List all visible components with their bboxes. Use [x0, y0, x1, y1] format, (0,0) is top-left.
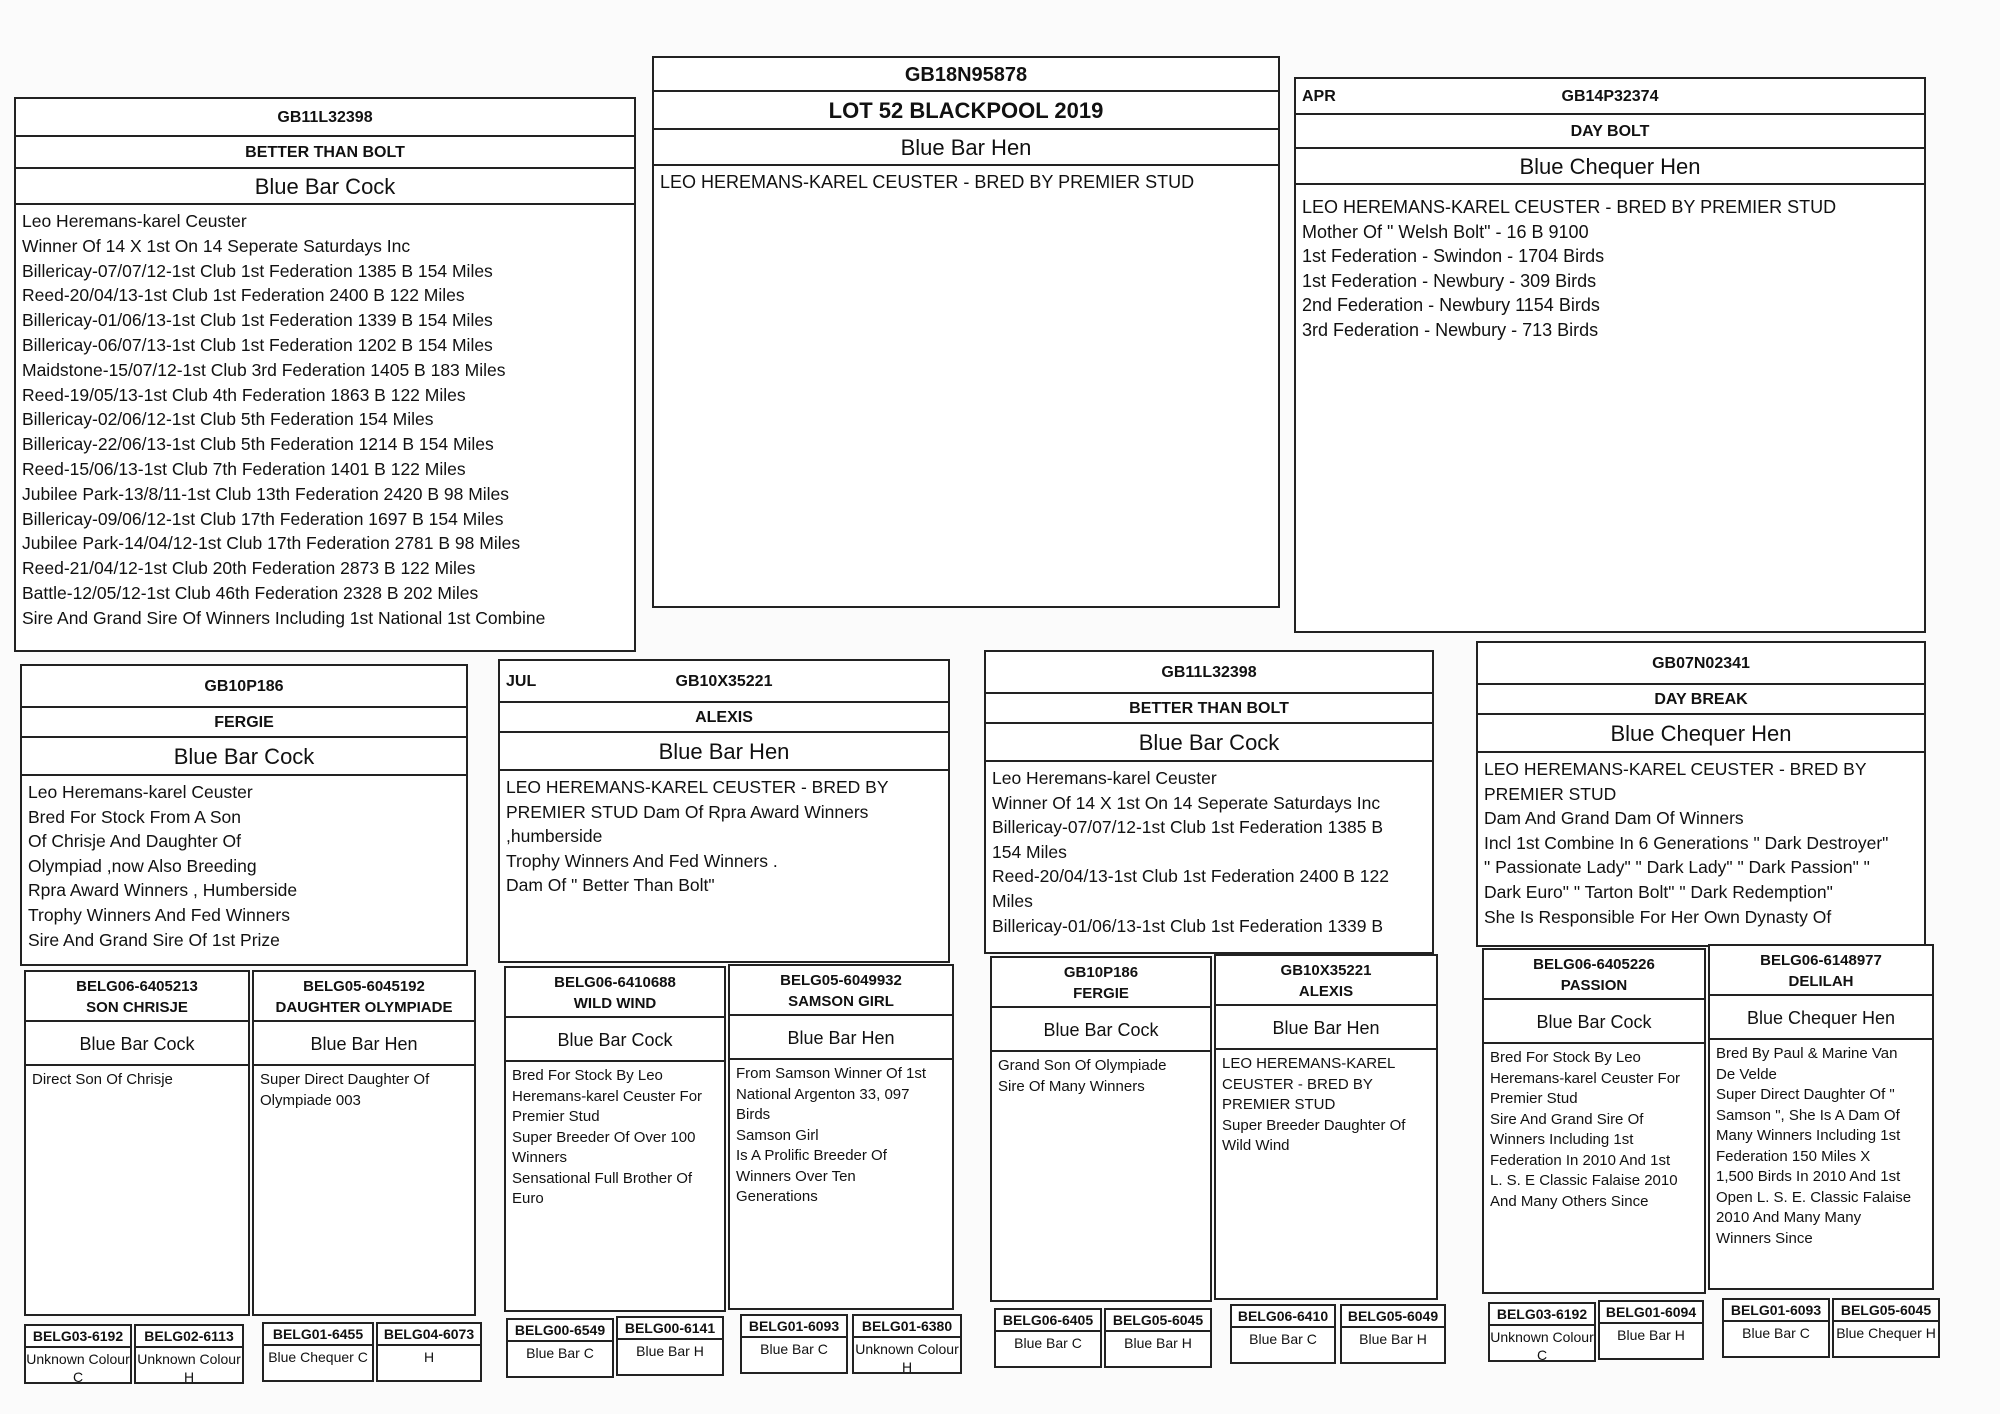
g4-box-8 [852, 1314, 962, 1374]
g4-3-ring: BELG01-6455 [264, 1324, 372, 1346]
dam-ring-number: GB14P32374 [1561, 88, 1659, 105]
ggp-card-8 [1708, 944, 1934, 1290]
gp1-note-line: Olympiad ,now Also Breeding [28, 855, 257, 876]
ggp7-note-line: And Many Others Since [1490, 1192, 1649, 1210]
g4-box-2 [134, 1324, 244, 1384]
ggp1-ring: BELG06-6405213 [76, 978, 198, 995]
grandparent-card-3 [984, 650, 1434, 954]
ggp8-notes [1710, 1040, 1932, 1253]
gp4-note-line: Dam And Grand Dam Of Winners [1484, 808, 1744, 829]
ggp3-note-line: Euro [512, 1190, 544, 1207]
g4-16-colour: Blue Chequer H [1836, 1325, 1936, 1341]
ggp5-name: FERGIE [1073, 985, 1129, 1002]
ggp8-name: DELILAH [1788, 973, 1854, 990]
gp4-ring-number: GB07N02341 [1652, 655, 1750, 672]
ggp5-note-line: Sire Of Many Winners [998, 1077, 1145, 1095]
ggp5-note-line: Grand Son Of Olympiade [998, 1057, 1167, 1074]
sire-note-line: Reed-20/04/13-1st Club 1st Federation 2400 B 122 Miles [22, 285, 465, 306]
g4-2-colour: Unknown Colour H [137, 1351, 241, 1384]
sire-pedigree-notes [16, 205, 634, 635]
g4-2-ring: BELG02-6113 [136, 1326, 242, 1348]
g4-1-colour: Unknown Colour C [26, 1351, 130, 1384]
subject-colour: Blue Bar Hen [654, 130, 1278, 166]
ggp8-note-line: Many Winners Including 1st [1716, 1127, 1901, 1144]
ggp5-ring: GB10P186 [1063, 964, 1139, 981]
subject-notes [654, 166, 1278, 198]
gp1-note-line: Of Chrisje And Daughter Of [28, 831, 242, 852]
g4-4-ring: BELG04-6073 [378, 1324, 480, 1346]
g4-box-16 [1832, 1298, 1940, 1358]
grandparent-card-4 [1476, 641, 1926, 947]
gp4-note-line: Dark Euro" " Tarton Bolt" " Dark Redemption" [1484, 881, 1833, 902]
ggp5-colour: Blue Bar Cock [992, 1008, 1210, 1052]
ggp7-ring: BELG06-6405226 [1533, 956, 1655, 973]
g4-3-colour: Blue Chequer C [268, 1349, 368, 1365]
g4-14-colour: Blue Bar H [1617, 1327, 1685, 1343]
gp1-note-line: Bred For Stock From A Son [28, 806, 241, 827]
ggp3-note-line: Bred For Stock By Leo [512, 1067, 663, 1084]
g4-box-13 [1488, 1302, 1596, 1362]
ggp-card-6 [1214, 954, 1438, 1300]
sire-note-line: Jubilee Park-13/8/11-1st Club 13th Federation 2420 B 98 Miles [22, 483, 510, 504]
gp1-name: FERGIE [22, 708, 466, 738]
gp1-notes [22, 776, 466, 956]
gp2-note-line: Dam Of " Better Than Bolt" [506, 875, 715, 896]
sire-note-line: Sire And Grand Sire Of Winners Including 1st National 1st Combine [22, 607, 546, 628]
ggp4-note-line: Generations [736, 1188, 818, 1205]
sire-note-line: Billericay-02/06/12-1st Club 5th Federation 154 Miles [22, 409, 434, 430]
g4-8-colour: Unknown Colour H [855, 1341, 959, 1374]
dam-note-line: 1st Federation - Newbury - 309 Birds [1302, 270, 1597, 291]
sire-note-line: Reed-21/04/12-1st Club 20th Federation 2873 B 122 Miles [22, 558, 476, 579]
ggp8-note-line: 1,500 Birds In 2010 And 1st [1716, 1168, 1901, 1185]
sire-card [14, 97, 636, 652]
dam-colour: Blue Chequer Hen [1296, 149, 1924, 185]
gp4-note-line: PREMIER STUD [1484, 783, 1617, 804]
ggp2-note-line: Super Direct Daughter Of [260, 1071, 430, 1088]
ggp6-notes [1216, 1050, 1436, 1161]
g4-box-11 [1230, 1304, 1336, 1364]
gp3-note-line: Billericay-01/06/13-1st Club 1st Federation 1339 B [992, 915, 1384, 936]
ggp3-notes [506, 1062, 724, 1214]
gp1-ring-number: GB10P186 [204, 678, 284, 695]
sire-note-line: Billericay-22/06/13-1st Club 5th Federation 1214 B 154 Miles [22, 434, 494, 455]
sire-note-line: Jubilee Park-14/04/12-1st Club 17th Federation 2781 B 98 Miles [22, 533, 521, 554]
ggp2-note-line: Olympiade 003 [260, 1091, 361, 1109]
ggp-card-1 [24, 970, 250, 1316]
ggp8-note-line: Super Direct Daughter Of " [1716, 1086, 1895, 1103]
sire-note-line: Winner Of 14 X 1st On 14 Seperate Saturdays Inc [22, 235, 411, 256]
g4-box-14 [1598, 1300, 1704, 1360]
ggp4-colour: Blue Bar Hen [730, 1016, 952, 1060]
ggp8-note-line: 2010 And Many Many [1716, 1209, 1862, 1226]
sire-note-line: Maidstone-15/07/12-1st Club 3rd Federation 1405 B 183 Miles [22, 359, 506, 380]
gp4-name: DAY BREAK [1478, 685, 1924, 715]
grandparent-card-1 [20, 664, 468, 966]
g4-box-5 [506, 1318, 614, 1378]
gp4-note-line: Incl 1st Combine In 6 Generations " Dark Destroyer" [1484, 832, 1889, 853]
g4-10-colour: Blue Bar H [1124, 1335, 1192, 1351]
ggp2-notes [254, 1066, 474, 1115]
sire-note-line: Leo Heremans-karel Ceuster [22, 211, 247, 231]
g4-box-9 [994, 1308, 1102, 1368]
g4-9-ring: BELG06-6405 [996, 1310, 1100, 1332]
ggp4-note-line: Samson Girl [736, 1126, 819, 1144]
ggp7-note-line: Bred For Stock By Leo [1490, 1049, 1641, 1066]
dam-month-tag: APR [1302, 88, 1336, 105]
subject-note-line: LEO HEREMANS-KAREL CEUSTER - BRED BY PREMIER STUD [660, 172, 1195, 192]
gp4-note-line: LEO HEREMANS-KAREL CEUSTER - BRED BY [1484, 759, 1867, 779]
gp3-ring-number: GB11L32398 [1161, 664, 1257, 681]
ggp6-note-line: PREMIER STUD [1222, 1096, 1336, 1113]
ggp4-note-line: National Argenton 33, 097 [736, 1085, 910, 1103]
g4-11-colour: Blue Bar C [1249, 1331, 1317, 1347]
gp3-note-line: 154 Miles [992, 841, 1067, 862]
gp2-note-line: ,humberside [506, 826, 603, 847]
sire-name: BETTER THAN BOLT [16, 137, 634, 169]
gp2-note-line: PREMIER STUD Dam Of Rpra Award Winners [506, 801, 869, 822]
ggp3-note-line: Winners [512, 1149, 568, 1166]
dam-note-line: 3rd Federation - Newbury - 713 Birds [1302, 319, 1599, 340]
ggp3-note-line: Premier Stud [512, 1108, 600, 1125]
gp4-note-line: " Passionate Lady" " Dark Lady" " Dark Passion" " [1484, 857, 1870, 878]
g4-1-ring: BELG03-6192 [26, 1326, 130, 1348]
ggp1-notes [26, 1066, 248, 1095]
gp1-note-line: Leo Heremans-karel Ceuster [28, 782, 253, 802]
ggp8-colour: Blue Chequer Hen [1710, 996, 1932, 1040]
ggp6-note-line: CEUSTER - BRED BY [1222, 1075, 1373, 1093]
dam-name: DAY BOLT [1296, 115, 1924, 149]
ggp6-note-line: Super Breeder Daughter Of [1222, 1116, 1406, 1134]
ggp7-note-line: Winners Including 1st [1490, 1131, 1634, 1148]
ggp6-note-line: LEO HEREMANS-KAREL [1222, 1055, 1396, 1072]
sire-note-line: Billericay-06/07/13-1st Club 1st Federation 1202 B 154 Miles [22, 334, 493, 355]
ggp3-note-line: Heremans-karel Ceuster For [512, 1087, 703, 1105]
dam-card [1294, 77, 1926, 633]
gp2-ring-number: GB10X35221 [675, 673, 773, 690]
ggp5-notes [992, 1052, 1210, 1101]
sire-colour: Blue Bar Cock [16, 169, 634, 205]
g4-box-3 [262, 1322, 374, 1382]
g4-12-colour: Blue Bar H [1359, 1331, 1427, 1347]
gp1-note-line: Trophy Winners And Fed Winners [28, 904, 290, 925]
gp3-name: BETTER THAN BOLT [986, 694, 1432, 724]
g4-7-ring: BELG01-6093 [742, 1316, 846, 1338]
dam-ring-row [1296, 79, 1924, 115]
ggp6-colour: Blue Bar Hen [1216, 1006, 1436, 1050]
g4-8-ring: BELG01-6380 [854, 1316, 960, 1338]
ggp2-ring: BELG05-6045192 [303, 978, 425, 995]
g4-6-colour: Blue Bar H [636, 1343, 704, 1359]
g4-11-ring: BELG06-6410 [1232, 1306, 1334, 1328]
ggp4-note-line: Is A Prolific Breeder Of [736, 1147, 887, 1164]
gp2-colour: Blue Bar Hen [500, 733, 948, 771]
g4-10-ring: BELG05-6045 [1106, 1310, 1210, 1332]
ggp7-notes [1484, 1044, 1704, 1216]
gp4-colour: Blue Chequer Hen [1478, 715, 1924, 753]
ggp-card-4 [728, 964, 954, 1310]
gp2-name: ALEXIS [500, 703, 948, 733]
gp2-note-line: LEO HEREMANS-KAREL CEUSTER - BRED BY [506, 777, 889, 797]
g4-9-colour: Blue Bar C [1014, 1335, 1082, 1351]
g4-box-12 [1340, 1304, 1446, 1364]
gp3-note-line: Leo Heremans-karel Ceuster [992, 768, 1217, 788]
gp1-note-line: Sire And Grand Sire Of 1st Prize [28, 929, 280, 950]
ggp6-ring: GB10X35221 [1280, 962, 1372, 979]
g4-box-4 [376, 1322, 482, 1382]
g4-box-10 [1104, 1308, 1212, 1368]
gp3-note-line: Miles [992, 890, 1033, 911]
ggp7-colour: Blue Bar Cock [1484, 1000, 1704, 1044]
ggp4-note-line: From Samson Winner Of 1st [736, 1065, 927, 1082]
sire-note-line: Battle-12/05/12-1st Club 46th Federation 2328 B 202 Miles [22, 582, 479, 603]
dam-note-line: 1st Federation - Swindon - 1704 Birds [1302, 246, 1605, 266]
gp1-note-line: Rpra Award Winners , Humberside [28, 880, 298, 901]
sire-note-line: Billericay-09/06/12-1st Club 17th Federation 1697 B 154 Miles [22, 508, 504, 529]
ggp1-name: SON CHRISJE [86, 999, 188, 1016]
ggp3-ring: BELG06-6410688 [554, 974, 676, 991]
ggp-card-2 [252, 970, 476, 1316]
g4-box-7 [740, 1314, 848, 1374]
g4-13-ring: BELG03-6192 [1490, 1304, 1594, 1326]
ggp3-note-line: Super Breeder Of Over 100 [512, 1128, 696, 1146]
ggp3-name: WILD WIND [573, 995, 657, 1012]
ggp6-note-line: Wild Wind [1222, 1137, 1290, 1154]
sire-note-line: Billericay-01/06/13-1st Club 1st Federation 1339 B 154 Miles [22, 310, 493, 331]
g4-15-ring: BELG01-6093 [1724, 1300, 1828, 1322]
ggp1-colour: Blue Bar Cock [26, 1022, 248, 1066]
ggp8-ring: BELG06-6148977 [1760, 952, 1882, 969]
g4-15-colour: Blue Bar C [1742, 1325, 1810, 1341]
sire-note-line: Reed-15/06/13-1st Club 7th Federation 1401 B 122 Miles [22, 458, 466, 479]
ggp4-ring: BELG05-6049932 [780, 972, 902, 989]
ggp8-note-line: Samson ", She Is A Dam Of [1716, 1106, 1900, 1124]
g4-14-ring: BELG01-6094 [1600, 1302, 1702, 1324]
ggp7-name: PASSION [1560, 977, 1628, 994]
dam-note-line: LEO HEREMANS-KAREL CEUSTER - BRED BY PREMIER STUD [1302, 197, 1837, 217]
ggp7-note-line: L. S. E Classic Falaise 2010 [1490, 1172, 1678, 1189]
ggp8-note-line: Federation 150 Miles X [1716, 1147, 1871, 1165]
ggp7-note-line: Heremans-karel Ceuster For [1490, 1069, 1681, 1087]
ggp2-name: DAUGHTER OLYMPIADE [275, 999, 453, 1016]
ggp3-colour: Blue Bar Cock [506, 1018, 724, 1062]
gp3-note-line: Reed-20/04/13-1st Club 1st Federation 2400 B 122 [992, 866, 1389, 887]
gp3-colour: Blue Bar Cock [986, 724, 1432, 762]
gp1-colour: Blue Bar Cock [22, 738, 466, 776]
gp3-notes [986, 762, 1432, 942]
g4-5-ring: BELG00-6549 [508, 1320, 612, 1342]
ggp6-name: ALEXIS [1298, 983, 1354, 1000]
dam-note-line: 2nd Federation - Newbury 1154 Birds [1302, 295, 1600, 315]
subject-card [652, 56, 1280, 608]
gp3-note-line: Billericay-07/07/12-1st Club 1st Federation 1385 B [992, 817, 1384, 838]
ggp1-note-line: Direct Son Of Chrisje [32, 1071, 173, 1088]
gp2-notes [500, 771, 948, 902]
ggp-card-7 [1482, 948, 1706, 1294]
g4-5-colour: Blue Bar C [526, 1345, 594, 1361]
sire-ring-number: GB11L32398 [16, 99, 634, 137]
g4-7-colour: Blue Bar C [760, 1341, 828, 1357]
gp4-note-line: She Is Responsible For Her Own Dynasty Of [1484, 906, 1832, 927]
ggp4-name: SAMSON GIRL [788, 993, 894, 1010]
gp2-note-line: Trophy Winners And Fed Winners . [506, 850, 778, 871]
dam-note-line: Mother Of " Welsh Bolt" - 16 B 9100 [1302, 221, 1589, 242]
g4-box-15 [1722, 1298, 1830, 1358]
g4-13-colour: Unknown Colour C [1490, 1329, 1594, 1362]
ggp8-note-line: Bred By Paul & Marine Van [1716, 1045, 1898, 1062]
g4-12-ring: BELG05-6049 [1342, 1306, 1444, 1328]
ggp7-note-line: Federation In 2010 And 1st [1490, 1151, 1671, 1169]
ggp3-note-line: Sensational Full Brother Of [512, 1169, 693, 1187]
ggp8-note-line: Winners Since [1716, 1229, 1813, 1247]
ggp4-note-line: Birds [736, 1106, 771, 1123]
sire-note-line: Billericay-07/07/12-1st Club 1st Federation 1385 B 154 Miles [22, 260, 493, 281]
ggp8-note-line: De Velde [1716, 1065, 1777, 1083]
ggp4-notes [730, 1060, 952, 1212]
ggp4-note-line: Winners Over Ten [736, 1167, 856, 1185]
grandparent-card-2 [498, 659, 950, 963]
ggp-card-5 [990, 956, 1212, 1302]
g4-6-ring: BELG00-6141 [618, 1318, 722, 1340]
ggp8-note-line: Open L. S. E. Classic Falaise [1716, 1188, 1912, 1206]
ggp-card-3 [504, 966, 726, 1312]
gp4-notes [1478, 753, 1924, 933]
dam-pedigree-notes [1296, 185, 1924, 346]
ggp7-note-line: Sire And Grand Sire Of [1490, 1110, 1644, 1128]
gp2-month-tag: JUL [506, 673, 537, 690]
ggp2-colour: Blue Bar Hen [254, 1022, 474, 1066]
subject-lot: LOT 52 BLACKPOOL 2019 [654, 92, 1278, 130]
g4-box-6 [616, 1316, 724, 1376]
gp3-note-line: Winner Of 14 X 1st On 14 Seperate Saturdays Inc [992, 792, 1381, 813]
g4-4-colour: H [423, 1349, 435, 1365]
sire-note-line: Reed-19/05/13-1st Club 4th Federation 1863 B 122 Miles [22, 384, 466, 405]
g4-16-ring: BELG05-6045 [1834, 1300, 1938, 1322]
g4-box-1 [24, 1324, 132, 1384]
subject-ring-number: GB18N95878 [654, 58, 1278, 92]
ggp7-note-line: Premier Stud [1490, 1090, 1578, 1107]
